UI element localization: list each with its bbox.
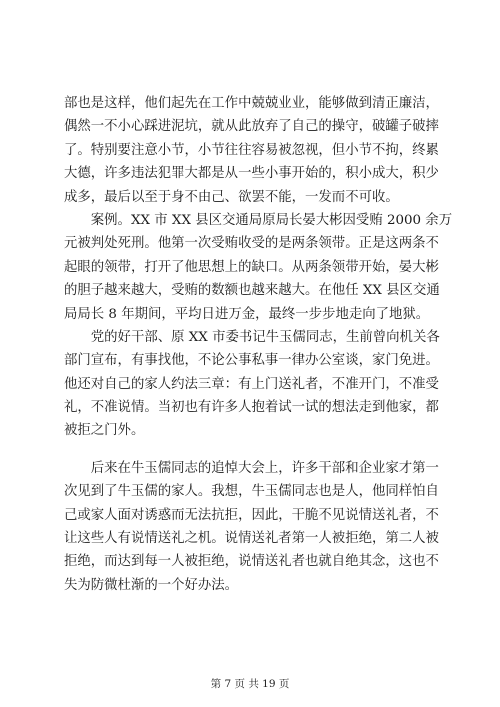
text-line: 局局长 8 年期间，平均日进万金，最终一步步地走向了地狱。 xyxy=(64,306,430,322)
text-line: 大德，许多违法犯罪大都是从一些小事开始的，积小成大，积少 xyxy=(64,166,439,182)
text-line: 失为防微杜渐的一个好办法。 xyxy=(64,577,239,593)
text-line: 礼，不准说情。当初也有许多人抱着试一试的想法走到他家，都 xyxy=(64,400,439,416)
text-line: 的胆子越来越大，受贿的数额也越来越大。在他任 XX 县区交通 xyxy=(64,283,440,299)
document-body xyxy=(64,92,453,597)
paragraph-memorial xyxy=(64,457,448,597)
paragraph-case-example xyxy=(64,209,453,326)
page-number-footer: 第 7 页 共 19 页 xyxy=(210,678,290,690)
text-line: 案例。XX 市 XX 县区交通局原局长晏大彬因受贿 2000 余万 xyxy=(64,212,453,228)
text-line: 让这些人有说情送礼之机。说情送礼者第一人被拒绝，第二人被 xyxy=(64,531,439,547)
text-line: 他还对自己的家人约法三章：有上门送礼者，不准开门，不准受 xyxy=(64,376,439,392)
text-line: 次见到了牛玉儒的家人。我想，牛玉儒同志也是人，他同样怕自 xyxy=(64,484,439,500)
text-line: 后来在牛玉儒同志的追悼大会上，许多干部和企业家才第一 xyxy=(64,460,439,476)
text-line: 成多，最后以至于身不由己、欲罢不能，一发而不可收。 xyxy=(64,189,399,205)
text-line: 党的好干部、原 XX 市委书记牛玉儒同志，生前曾向机关各 xyxy=(64,329,440,345)
text-line: 元被判处死刑。他第一次受贿收受的是两条领带。正是这两条不 xyxy=(64,236,439,252)
text-line: 拒绝，而达到每一人被拒绝，说情送礼者也就自绝其念，这也不 xyxy=(64,554,439,570)
text-line: 被拒之门外。 xyxy=(64,423,145,439)
text-line: 了。特别要注意小节，小节往往容易被忽视，但小节不拘，终累 xyxy=(64,142,439,158)
paragraph-continuation xyxy=(64,92,448,209)
text-line: 己或家人面对诱惑而无法抗拒，因此，干脆不见说情送礼者，不 xyxy=(64,507,439,523)
paragraph-good-cadre xyxy=(64,326,448,443)
text-line: 部门宣布，有事找他，不论公事私事一律办公室谈，家门免进。 xyxy=(64,353,439,369)
text-line: 偶然一不小心踩进泥坑，就从此放弃了自己的操守，破罐子破摔 xyxy=(64,119,439,135)
paragraph-spacer xyxy=(64,443,448,457)
text-line: 起眼的领带，打开了他思想上的缺口。从两条领带开始，晏大彬 xyxy=(64,259,439,275)
text-line: 部也是这样，他们起先在工作中兢兢业业，能够做到清正廉洁， xyxy=(64,96,439,111)
